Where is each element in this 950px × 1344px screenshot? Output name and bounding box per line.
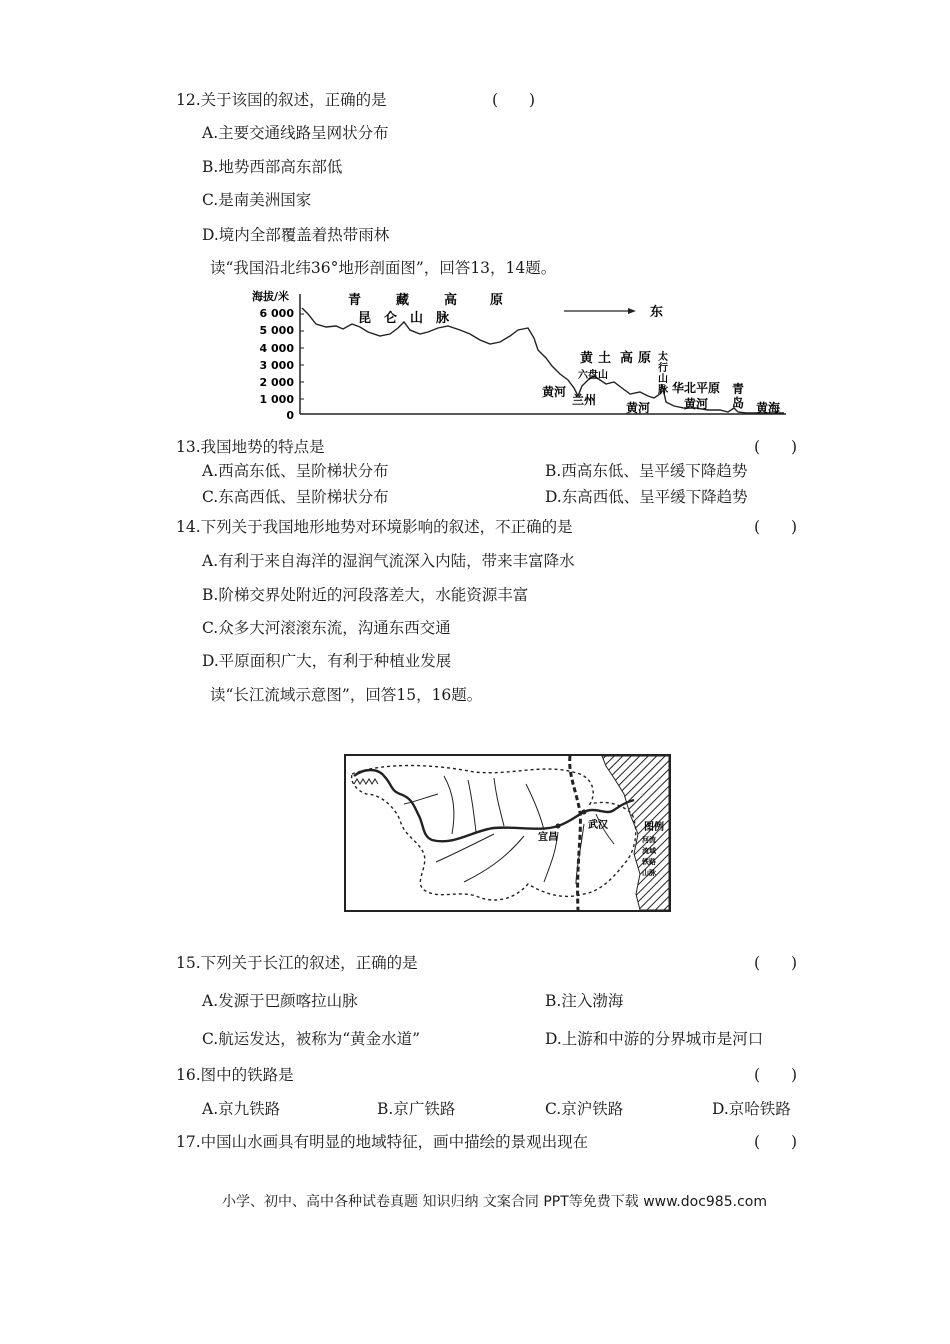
label-huangtu: 土 <box>598 351 612 366</box>
label-wuhan: 武汉 <box>588 820 608 831</box>
question-16-option-c: C.京沪铁路 <box>545 1100 624 1118</box>
label-liupan: 六盘山 <box>578 370 608 381</box>
question-13-option-d: D.东高西低、呈平缓下降趋势 <box>545 488 748 506</box>
label-yichang: 宜昌 <box>538 832 558 843</box>
label-huangtu: 原 <box>638 351 652 366</box>
question-13-option-b: B.西高东低、呈平缓下降趋势 <box>545 462 748 480</box>
profile-y-tick: 3 000 <box>259 359 294 372</box>
legend-basin: 流域 <box>642 847 656 855</box>
profile-y-title: 海拔/米 <box>252 290 290 303</box>
label-taihang: 脉 <box>658 385 668 396</box>
label-kunlun: 仑 <box>384 311 398 326</box>
question-14-option-c: C.众多大河滚滚东流，沟通东西交通 <box>202 619 451 637</box>
question-12-stem: 12.关于该国的叙述，正确的是 <box>176 91 387 109</box>
label-huanghe-3: 黄河 <box>684 397 709 411</box>
question-14-option-d: D.平原面积广大，有利于种植业发展 <box>202 652 452 670</box>
legend-river: 河流 <box>642 836 656 844</box>
question-16-stem: 16.图中的铁路是 <box>176 1066 294 1084</box>
label-qingzang: 原 <box>490 293 504 308</box>
question-14-option-b: B.阶梯交界处附近的河段落差大，水能资源丰富 <box>202 586 529 604</box>
question-15-answer-paren: ( ) <box>754 954 798 972</box>
wuhan-marker <box>582 810 587 815</box>
label-huanghe-1: 黄河 <box>542 385 567 399</box>
question-14-option-a: A.有利于来自海洋的湿润气流深入内陆，带来丰富降水 <box>202 552 575 570</box>
question-12-option-c: C.是南美洲国家 <box>202 191 312 209</box>
legend-title: 图例 <box>644 822 664 833</box>
profile-y-tick: 6 000 <box>259 307 294 320</box>
question-12-option-d: D.境内全部覆盖着热带雨林 <box>202 226 390 244</box>
profile-y-tick: 4 000 <box>259 342 294 355</box>
question-15-option-c: C.航运发达，被称为“黄金水道” <box>202 1030 421 1048</box>
label-lanzhou: 兰州 <box>572 393 597 407</box>
label-qingzang: 藏 <box>396 293 410 308</box>
question-14-stem: 14.下列关于我国地形地势对环境影响的叙述，不正确的是 <box>176 518 573 536</box>
intro-profile: 读“我国沿北纬36°地形剖面图”，回答13，14题。 <box>210 259 557 277</box>
label-east: 东 <box>650 305 664 320</box>
label-taihang: 行 <box>658 363 668 374</box>
label-qingdao: 青 <box>732 382 745 396</box>
label-qingzang: 高 <box>444 293 458 308</box>
label-huangtu: 高 <box>620 351 634 366</box>
question-15-option-b: B.注入渤海 <box>545 992 624 1010</box>
question-13-option-c: C.东高西低、呈阶梯状分布 <box>202 488 389 506</box>
yichang-marker <box>556 824 561 829</box>
question-16-option-a: A.京九铁路 <box>202 1100 281 1118</box>
label-kunlun: 山 <box>410 311 424 326</box>
question-12-option-a: A.主要交通线路呈网状分布 <box>202 124 389 142</box>
label-kunlun: 昆 <box>358 311 372 326</box>
intro-yangtze: 读“长江流域示意图”，回答15，16题。 <box>210 686 483 704</box>
question-14-answer-paren: ( ) <box>754 518 798 536</box>
question-15-option-d: D.上游和中游的分界城市是河口 <box>545 1030 764 1048</box>
terrain-profile-figure <box>248 284 788 424</box>
profile-y-tick: 0 <box>286 409 294 422</box>
east-arrow-head <box>628 308 636 314</box>
question-15-option-a: A.发源于巴颜喀拉山脉 <box>202 992 358 1010</box>
profile-y-tick: 2 000 <box>259 376 294 389</box>
legend-mountain: 山脉 <box>642 869 656 877</box>
question-16-answer-paren: ( ) <box>754 1066 798 1084</box>
question-16-option-d: D.京哈铁路 <box>712 1100 791 1118</box>
question-12-answer-paren: ( ) <box>492 91 536 109</box>
label-taihang: 山 <box>658 374 668 385</box>
label-huangtu: 黄 <box>580 351 594 366</box>
label-huanghe-2: 黄河 <box>626 401 651 415</box>
question-17-answer-paren: ( ) <box>754 1133 798 1151</box>
label-qingdao: 岛 <box>732 396 745 410</box>
page-footer: 小学、初中、高中各种试卷真题 知识归纳 文案合同 PPT等免费下载 www.doc985.com <box>222 1194 767 1210</box>
question-17-stem: 17.中国山水画具有明显的地域特征，画中描绘的景观出现在 <box>176 1133 589 1151</box>
yangtze-basin-map <box>344 754 671 912</box>
label-taihang: 太 <box>658 352 668 363</box>
question-13-option-a: A.西高东低、呈阶梯状分布 <box>202 462 389 480</box>
profile-y-tick: 5 000 <box>259 324 294 337</box>
label-qingzang: 青 <box>348 293 362 308</box>
label-huabei: 华北平原 <box>672 381 721 395</box>
label-huanghai: 黄海 <box>756 401 781 415</box>
profile-y-tick: 1 000 <box>259 393 294 406</box>
question-12-option-b: B.地势西部高东部低 <box>202 158 343 176</box>
label-kunlun: 脉 <box>436 311 450 326</box>
question-16-option-b: B.京广铁路 <box>377 1100 456 1118</box>
question-13-answer-paren: ( ) <box>754 438 798 456</box>
question-15-stem: 15.下列关于长江的叙述，正确的是 <box>176 954 418 972</box>
question-13-stem: 13.我国地势的特点是 <box>176 438 325 456</box>
legend-railway: 铁路 <box>642 858 656 866</box>
